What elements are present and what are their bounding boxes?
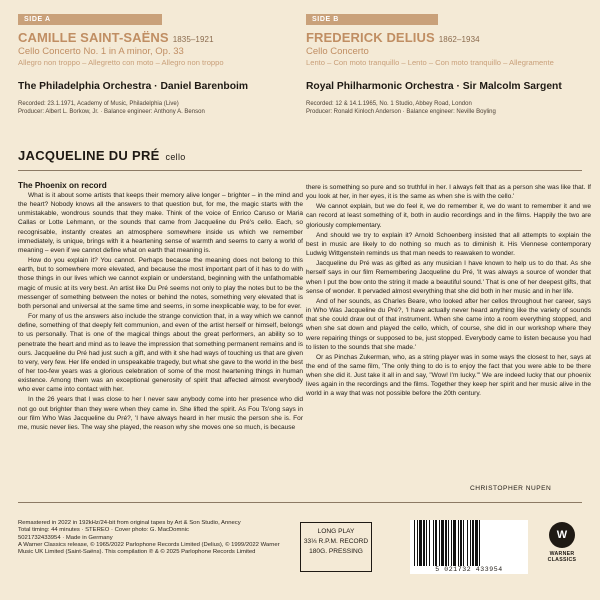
side-b-movements: Lento – Con moto tranquillo – Lento – Con moto tranquillo – Allegramente: [306, 58, 554, 67]
side-b-work: Cello Concerto: [306, 46, 369, 57]
side-a-composer-years: 1835–1921: [172, 35, 214, 44]
essay-paragraph: And of her sounds, as Charles Beare, who looked after her cellos throughout her career, says in Who Was Jacqueline du Pré?, 'I have actually never heard anything like the variety of sounds that she could draw out of that instrument. When she came into a room everything stopped, and when she sat down and played the cello, which, of course, she did in our workshop where they were repairing things or supposed to be, just stopped. Everybody came to listen because you had to listen to the sounds that she made.': [306, 297, 591, 351]
soloist-name: JACQUELINE DU PRÉ: [18, 148, 160, 163]
long-play-badge: [300, 522, 372, 572]
essay-column-right: [306, 183, 591, 400]
side-a-composer-name: CAMILLE SAINT-SAËNS: [18, 30, 169, 45]
side-b-composer: [306, 30, 591, 45]
credit-line: Total timing: 44 minutes · STEREO · Cover photo: G. MacDomnic: [18, 527, 189, 534]
logo-text: [540, 551, 584, 563]
side-a-performers: The Philadelphia Orchestra · Daniel Barenboim: [18, 81, 249, 92]
essay-author: CHRISTOPHER NUPEN: [470, 485, 552, 492]
barcode-bars: [410, 520, 528, 566]
lp-line: 33⅓ R.P.M. RECORD: [303, 538, 369, 545]
essay-paragraph: In the 26 years that I was close to her I never saw anybody come into her presence who did not go out brighter than they were when they came in. She lifted the spirit. As Fou Ts'ong says in our film Who Was Jacqueline du Pré?, 'I have always heard in her music the person she is. For me, music never lies. The way she played, the reason why she moves one so much, is because: [18, 396, 303, 431]
credit-line: 5021732433954 · Made in Germany: [18, 534, 113, 541]
essay-paragraph: there is something so pure and so truthful in her. I always felt that as a person she was like that. If you look at her, in her eyes, it is the same as when she is with the cello.': [306, 184, 591, 201]
barcode-bar: [480, 520, 482, 566]
credit-line: Remastered in 2022 in 192kHz/24-bit from original tapes by Art & Son Studio, Annecy: [18, 520, 241, 526]
side-b-composer-name: FREDERICK DELIUS: [306, 30, 435, 45]
side-b-details: [306, 30, 591, 116]
logo-text-line: WARNER: [549, 551, 575, 557]
side-a-badge: SIDE A: [18, 14, 162, 25]
barcode-digits: 5 021732 433954: [410, 566, 528, 574]
divider-top: [18, 170, 582, 171]
side-a-producer: Producer: Albert L. Borkow, Jr. · Balance engineer: Anthony A. Benson: [18, 109, 205, 115]
side-b-recording-info: [306, 100, 591, 116]
side-b-recorded: Recorded: 12 & 14.1.1965, No. 1 Studio, Abbey Road, London: [306, 101, 472, 107]
credit-line: Music UK Limited (Saint-Saëns). This compilation ℗ & © 2025 Parlophone Records Limited: [18, 549, 256, 556]
essay-paragraph: And should we try to explain it? Arnold Schoenberg insisted that all attempts to explain the best in music are likely to do nothing so much as to diminish it. His Viennese contemporary Ludwig Wittgenstein reminds us that man needs to reawaken to wonder.: [306, 231, 591, 258]
barcode: [410, 520, 528, 578]
warner-logo-icon: W: [549, 522, 575, 548]
essay-paragraph: Jacqueline du Pré was as gifted as any musician I have known to help us to do that. As she herself says in our film Remembering Jacqueline du Pré, 'It was always a source of wonder that when I put the bow onto the string it made a beautiful sound.' That is one of her deepest gifts, that sense of wonder. It pervaded almost everything that she did both in her music and in her life.: [306, 260, 591, 295]
side-a-composer: [18, 30, 303, 45]
side-b-badge: SIDE B: [306, 14, 438, 25]
lp-line: LONG PLAY: [317, 528, 355, 535]
credit-line: A Warner Classics release, © 1965/2022 Parlophone Records Limited (Delius), © 1999/2022 Warner: [18, 541, 280, 548]
side-b-composer-years: 1862–1934: [438, 35, 480, 44]
essay-paragraph: How do you explain it? You cannot. Perhaps because the meaning does not belong to this earth, but to somewhere more elevated, and because the most important part of it has to do with those things in our lives which we cannot explain or understand, beginning with the unfathomable magic of music at its very best. An artist like Du Pré seems not only to play the notes but to be the messenger of something between the notes or behind the notes, something very elevated that is both personal and universal at the same time and seems, in some inexplicable way, to be for ever.: [18, 257, 303, 310]
divider-bottom: [18, 502, 582, 503]
side-a-movements: Allegro non troppo – Allegretto con moto – Allegro non troppo: [18, 58, 224, 67]
essay-column-left: [18, 191, 303, 433]
lp-line: 180G. PRESSING: [309, 548, 363, 555]
soloist: [18, 148, 186, 163]
soloist-instrument: cello: [165, 152, 186, 162]
logo-text-line: CLASSICS: [547, 557, 577, 563]
warner-classics-logo: [540, 522, 584, 563]
essay-paragraph: For many of us the answers also include the strange conviction that, in a way which we cannot define, something of that deeply felt communion, and even of the artist herself or himself, belongs to us personally. That is one of the magical things about the great performers, an ability so to penetrate the heart and mind as to leave the impression that something permanent remains and is ours. Jacqueline du Pré had just such a gift, and with it she had ways of touching us that are given to very, very few. Her life ended in unspeakable tragedy, but what she gave to the world in the best of her too-few years was a glorious celebration of some of the most heartening things in human existence. Among them was an exceptional generosity of spirit that affected almost everybody who ever came into contact with her.: [18, 313, 303, 394]
footer-credits: [18, 520, 288, 556]
side-b-producer: Producer: Ronald Kinloch Anderson · Balance engineer: Neville Boyling: [306, 109, 496, 115]
side-a-details: [18, 30, 303, 116]
essay-paragraph: Or as Pinchas Zukerman, who, as a string player was in some ways the closest to her, says at the end of the same film, 'The only thing to do is to enjoy the fact that you were able to be there when she did it. Just take it all in and say, "Wow! I'm lucky."' We are indeed lucky that our phoenix lives again in the recordings and the films. Together they keep her spirit and her music alive in the world in a way that was not possible before the 20th century.: [306, 353, 591, 398]
side-b-performers: Royal Philharmonic Orchestra · Sir Malcolm Sargent: [306, 81, 562, 92]
side-a-recording-info: [18, 100, 303, 116]
side-a-recorded: Recorded: 23.1.1971, Academy of Music, Philadelphia (Live): [18, 101, 179, 107]
essay-paragraph: We cannot explain, but we do feel it, we do remember it, we do want to remember it and we can record at least something of it, both in audio recordings and in the films. Happily the two are gloriously complementary.: [306, 203, 591, 229]
side-a-work: Cello Concerto No. 1 in A minor, Op. 33: [18, 46, 184, 57]
essay-paragraph: What is it about some artists that keeps their memory alive longer – brighter – in the mind and the heart? Nobody knows all the answers to that question but, for me, the magic starts with the unmistakable, wondrous sounds that they make. Think of the voice of Enrico Caruso or Maria Callas or Lotte Lehmann, or the sounds that came from Jacqueline du Pré's cello. Each, so recognisable, instantly creates an atmosphere somewhere inside us which we remember immediately, is unique, brings with it a heartening sense of warmth and seems to carry a world of meaning – even if we cannot define what on earth that meaning is.: [18, 192, 303, 254]
essay-title: The Phoenix on record: [18, 181, 107, 190]
